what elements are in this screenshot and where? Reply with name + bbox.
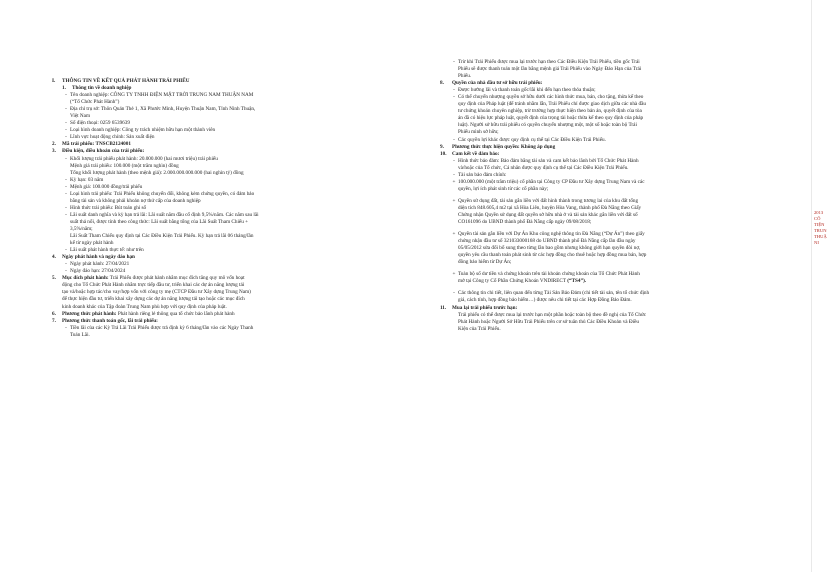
list-item: - Lãi suất phát hành thực tế: như trên [52, 247, 414, 254]
left-column [52, 78, 414, 339]
list-item: - Mệnh giá: 100.000 đồng/trái phiếu [52, 184, 414, 191]
section-title: Phương thức phát hành: [62, 310, 117, 317]
issue-date: Ngày phát hành: 27/04/2021 [70, 261, 130, 268]
list-item: - Khối lượng trái phiếu phát hành: 20.000.000 (hai mươi triệu) trái phiếu Mệnh giá trái phiếu: 100.000 (một trăm nghìn) đồng Tổng khối lượng phát hành (theo mệnh giá): 2.000.000.000.000 (hai nghìn tỷ) đồng [65, 155, 244, 176]
section-paragraph: 6. Phương thức phát hành: Phát hành riêng lẻ thông qua tổ chức bảo lãnh phát hành [52, 310, 235, 317]
list-item: - Ngày phát hành: 27/04/2021 [52, 261, 414, 268]
list-item: - Trừ khi Trái Phiếu được mua lại trước hạn theo Các Điều Kiện Trái Phiếu, tiền gốc Trái Phiếu sẽ được thanh toán một lần bằng mệnh giá Trái Phiếu vào Ngày Đáo Hạn của Trái Phiếu. [453, 59, 642, 80]
bond-form: Hình thức trái phiếu: Bút toán ghi sổ [70, 204, 147, 211]
bond-price: Mệnh giá: 100.000 đồng/trái phiếu [70, 183, 143, 190]
list-item: - Được hưởng lãi và thanh toán gốc/lãi khi đến hạn theo thỏa thuận; [453, 87, 596, 94]
list-item: - Các thông tin chi tiết, liên quan đến từng Tài Sản Bảo Đảm (chi tiết tài sản, tên tổ chức định giá, cách tính, hợp đồng bảo hiểm…) được nêu chi tiết tại các Hợp Đồng Bảo Đảm. [453, 290, 650, 304]
list-item: + Quyền sử dụng đất, tài sản gắn liền với đất hình thành trong tương lai của khu đất tổng diện tích 848.605,4 m2 tại xã Hòa Liên, huyện Hòa Vang, thành phố Đà Nẵng theo Giấy Chứng nhận Quyền sử dụng đất quyền sở hữu nhà ở và tài sản khác gắn liền với đất số CO161096 do UBND thành phố Đà Nẵng cấp ngày 09/08/2018; [452, 197, 642, 226]
section-title: Cam kết về đảm bảo: [452, 150, 500, 157]
issuer-alias: (“Tổ Chức Phát Hành”) [70, 99, 120, 106]
issuer-address-country: Việt Nam [70, 113, 90, 120]
list-item: - Loại hình doanh nghiệp: Công ty trách nhiệm hữu hạn một thành viên [52, 127, 414, 134]
section-paragraph: 5. Mục đích phát hành: Trái Phiếu được phát hành nhằm mục đích tăng quy mô vốn hoạt động cho Tổ Chức Phát Hành nhằm trực tiếp đầu tư, triển khai các dự án năng lượng tái tạo và/hoặc hợp tác/cho vay/hợp vốn với công ty mẹ (CTCP Đầu tư Xây dựng Trung Nam) để thực hiện đầu tư, triển khai xây dựng các dự án năng lượng tái tạo hoặc các mục đích kinh doanh khác của Tập đoàn Trung Nam phù hợp với quy định của pháp luật. [52, 275, 251, 310]
section-number: 9. [440, 143, 444, 150]
section-title: Quyền của nhà đầu tư sở hữu trái phiếu: [452, 80, 543, 87]
section-number: I. [52, 78, 56, 84]
issuer-name: Tên doanh nghiệp: CÔNG TY TNHH ĐIỆN MẶT TRỜI TRUNG NAM THUẬN NAM [70, 92, 254, 99]
section-heading [52, 78, 414, 85]
issuer-phone: Số điện thoại: 0259 6539639 [70, 120, 130, 127]
list-item: + 100.000.000 (một trăm triệu) cổ phần tại Công ty CP Đầu tư Xây dựng Trung Nam và các quyền, lợi ích phát sinh từ các cổ phần này; [452, 178, 645, 192]
section-number: 3. [52, 148, 56, 155]
list-item: - Tài sản bảo đảm chính: [453, 171, 507, 178]
list-item: - Địa chỉ trụ sở: Thôn Quán Thẻ 1, Xã Phước Minh, Huyện Thuận Nam, Tỉnh Ninh Thuận, Việt Nam [65, 106, 256, 120]
section-number: 7. [52, 317, 56, 324]
section-title: Mục đích phát hành: [62, 275, 109, 282]
list-item: + Toàn bộ số dư tiền và chứng khoán trên tài khoản chứng khoán của Tổ Chức Phát Hành mở tại Công ty Cổ Phần Chứng Khoán VNDIRECT (“TS4”). [452, 271, 640, 285]
issuer-type: Loại hình doanh nghiệp: Công ty trách nhiệm hữu hạn một thành viên [70, 127, 216, 134]
section-title: Phương thức thực hiện quyền: Không áp dụng [452, 143, 556, 150]
clipped-stamp: 2013 CÔ TIỆN TRUN THUẬ NI [814, 210, 827, 245]
subsection-number: 1. [62, 85, 66, 92]
issuer-address: Địa chỉ trụ sở: Thôn Quán Thẻ 1, Xã Phước Minh, Huyện Thuận Nam, Tỉnh Ninh Thuận, [70, 106, 256, 113]
section-heading [52, 148, 414, 155]
section-title: Phương thức thanh toán gốc, lãi trái phiếu: [62, 317, 158, 324]
list-item: - Loại hình trái phiếu: Trái Phiếu không chuyển đổi, không kèm chứng quyền, có đảm bảo bằng tài sản và không phải khoản nợ thứ cấp của doanh nghiệp [65, 190, 255, 204]
bond-par-value: Mệnh giá trái phiếu: 100.000 (một trăm nghìn) đồng [70, 162, 179, 169]
section-number: 8. [440, 80, 444, 87]
list-item: - Có thể chuyển nhượng quyền sở hữu dưới các hình thức mua, bán, cho tặng, thừa kế theo quy định của Pháp luật (để tránh nhầm lẫn, Trái Phiếu chỉ được giao dịch giữa các nhà đầu tư chứng khoán chuyên nghiệp, trừ trường hợp thực hiện theo bản án, quyết định của tòa án đã có hiệu lực pháp luật, quyết định của trọng tài hoặc thừa kế theo quy định của pháp luật). Người sở hữu trái phiếu có quyền chuyển nhượng một, một số hoặc toàn bộ Trái Phiếu mình sở hữu; [453, 94, 647, 136]
bond-kind: Loại hình trái phiếu: Trái Phiếu không chuyển đổi, không kèm chứng quyền, có đảm bảo [70, 190, 255, 197]
issuer-field: Lĩnh vực hoạt động chính: Sản xuất điện [70, 134, 155, 141]
section-heading [52, 318, 414, 325]
section-title: Mua lại trái phiếu trước hạn: [452, 304, 518, 311]
section-title: Điều kiện, điều khoản của trái phiếu: [62, 148, 145, 155]
section-heading [440, 151, 792, 158]
section-heading [52, 254, 414, 261]
list-item: - Hình thức trái phiếu: Bút toán ghi sổ [52, 205, 414, 212]
list-item: - Hình thức bảo đảm: Bảo đảm bằng tài sản và cam kết bảo lãnh bởi Tổ Chức Phát Hành và/hoặc của Tổ chức, Cá nhân được quy định cụ thể tại Các Điều Kiện Trái Phiếu. [453, 157, 639, 171]
section-number: 10. [440, 150, 447, 157]
bond-code: Mã trái phiếu: TNSCB2124001 [62, 141, 131, 148]
bond-actual-rate: Lãi suất phát hành thực tế: như trên [70, 247, 144, 254]
section-number: 6. [52, 310, 56, 317]
list-item: + Quyền tài sản gắn liền với Dự Án Khu công nghệ thông tin Đà Nẵng (“Dự Án”) theo giấy chứng nhận đầu tư số 321033000168 do UBND thành phố Đà Nẵng cấp lần đầu ngày 05/05/2012 sửa đổi bổ sung theo từng lần bao gồm nhưng không giới hạn quyền đòi nợ, quyền yêu cầu thanh toán phát sinh từ các hợp đồng cho thuê hoặc hợp đồng mua bán, hợp đồng bảo hiểm từ Dự Án; [452, 231, 647, 266]
list-item: - Lãi suất danh nghĩa và kỳ hạn trả lãi: Lãi suất năm đầu cố định 9,5%/năm. Các năm sau lãi suất thả nổi, được tính theo công thức: Lãi suất bằng tổng của Lãi Suất Tham Chiếu + 3,5%/năm; Lãi Suất Tham Chiếu quy định tại Các Điều Kiện Trái Phiếu. Kỳ hạn trả lãi 06 tháng/lần kể từ ngày phát hành [65, 211, 259, 247]
paragraph: Trái phiếu có thể được mua lại trước hạn một phần hoặc toàn bộ theo đề nghị của Tổ Chức Phát Hành hoặc Người Sở Hữu Trái Phiếu trên cơ sở tuân thủ Các Điều Khoản và Điều Kiện của Trái Phiếu. [458, 311, 647, 332]
list-item: - Ngày đáo hạn: 27/04/2024 [52, 268, 414, 275]
subsection-title: Thông tin về doanh nghiệp [72, 85, 132, 92]
section-heading [440, 144, 792, 151]
section-number: 4. [52, 254, 56, 261]
bond-volume: Khối lượng trái phiếu phát hành: 20.000.000 (hai mươi triệu) trái phiếu [70, 155, 218, 162]
section-title: THÔNG TIN VỀ KẾT QUẢ PHÁT HÀNH TRÁI PHIẾU [62, 78, 190, 84]
section-number: 5. [52, 275, 56, 282]
bond-kind-cont: bằng tài sản và không phải khoản nợ thứ cấp của doanh nghiệp [70, 197, 201, 204]
right-column [440, 59, 792, 333]
page-fold-line [811, 0, 812, 572]
list-item: - Số điện thoại: 0259 6539639 [52, 120, 414, 127]
bond-rate: Lãi suất danh nghĩa và kỳ hạn trả lãi: Lãi suất năm đầu cố định 9,5%/năm. Các năm sau lãi [70, 211, 259, 218]
maturity-date: Ngày đáo hạn: 27/04/2024 [70, 268, 126, 275]
bond-total: Tổng khối lượng phát hành (theo mệnh giá): 2.000.000.000.000 (hai nghìn tỷ) đồng [70, 169, 244, 176]
section-heading [440, 305, 792, 312]
section-title: Ngày phát hành và ngày đáo hạn [62, 254, 135, 261]
bond-term: Kỳ hạn: 03 năm [70, 176, 104, 183]
list-item: - Các quyền lợi khác được quy định cụ thể tại Các Điều Kiện Trái Phiếu. [453, 136, 606, 143]
list-item: - Tên doanh nghiệp: CÔNG TY TNHH ĐIỆN MẶT TRỜI TRUNG NAM THUẬN NAM (“Tổ Chức Phát Hành”) [65, 92, 254, 106]
list-item: - Tiền lãi của các Kỳ Trả Lãi Trái Phiếu được trả định kỳ 6 tháng/lần vào các Ngày Thanh Toán Lãi. [65, 324, 254, 338]
section-number: 2. [52, 141, 56, 148]
section-number: 11. [440, 304, 447, 311]
list-item: - Lĩnh vực hoạt động chính: Sản xuất điện [52, 134, 414, 141]
list-item: - Kỳ hạn: 03 năm [52, 177, 414, 184]
